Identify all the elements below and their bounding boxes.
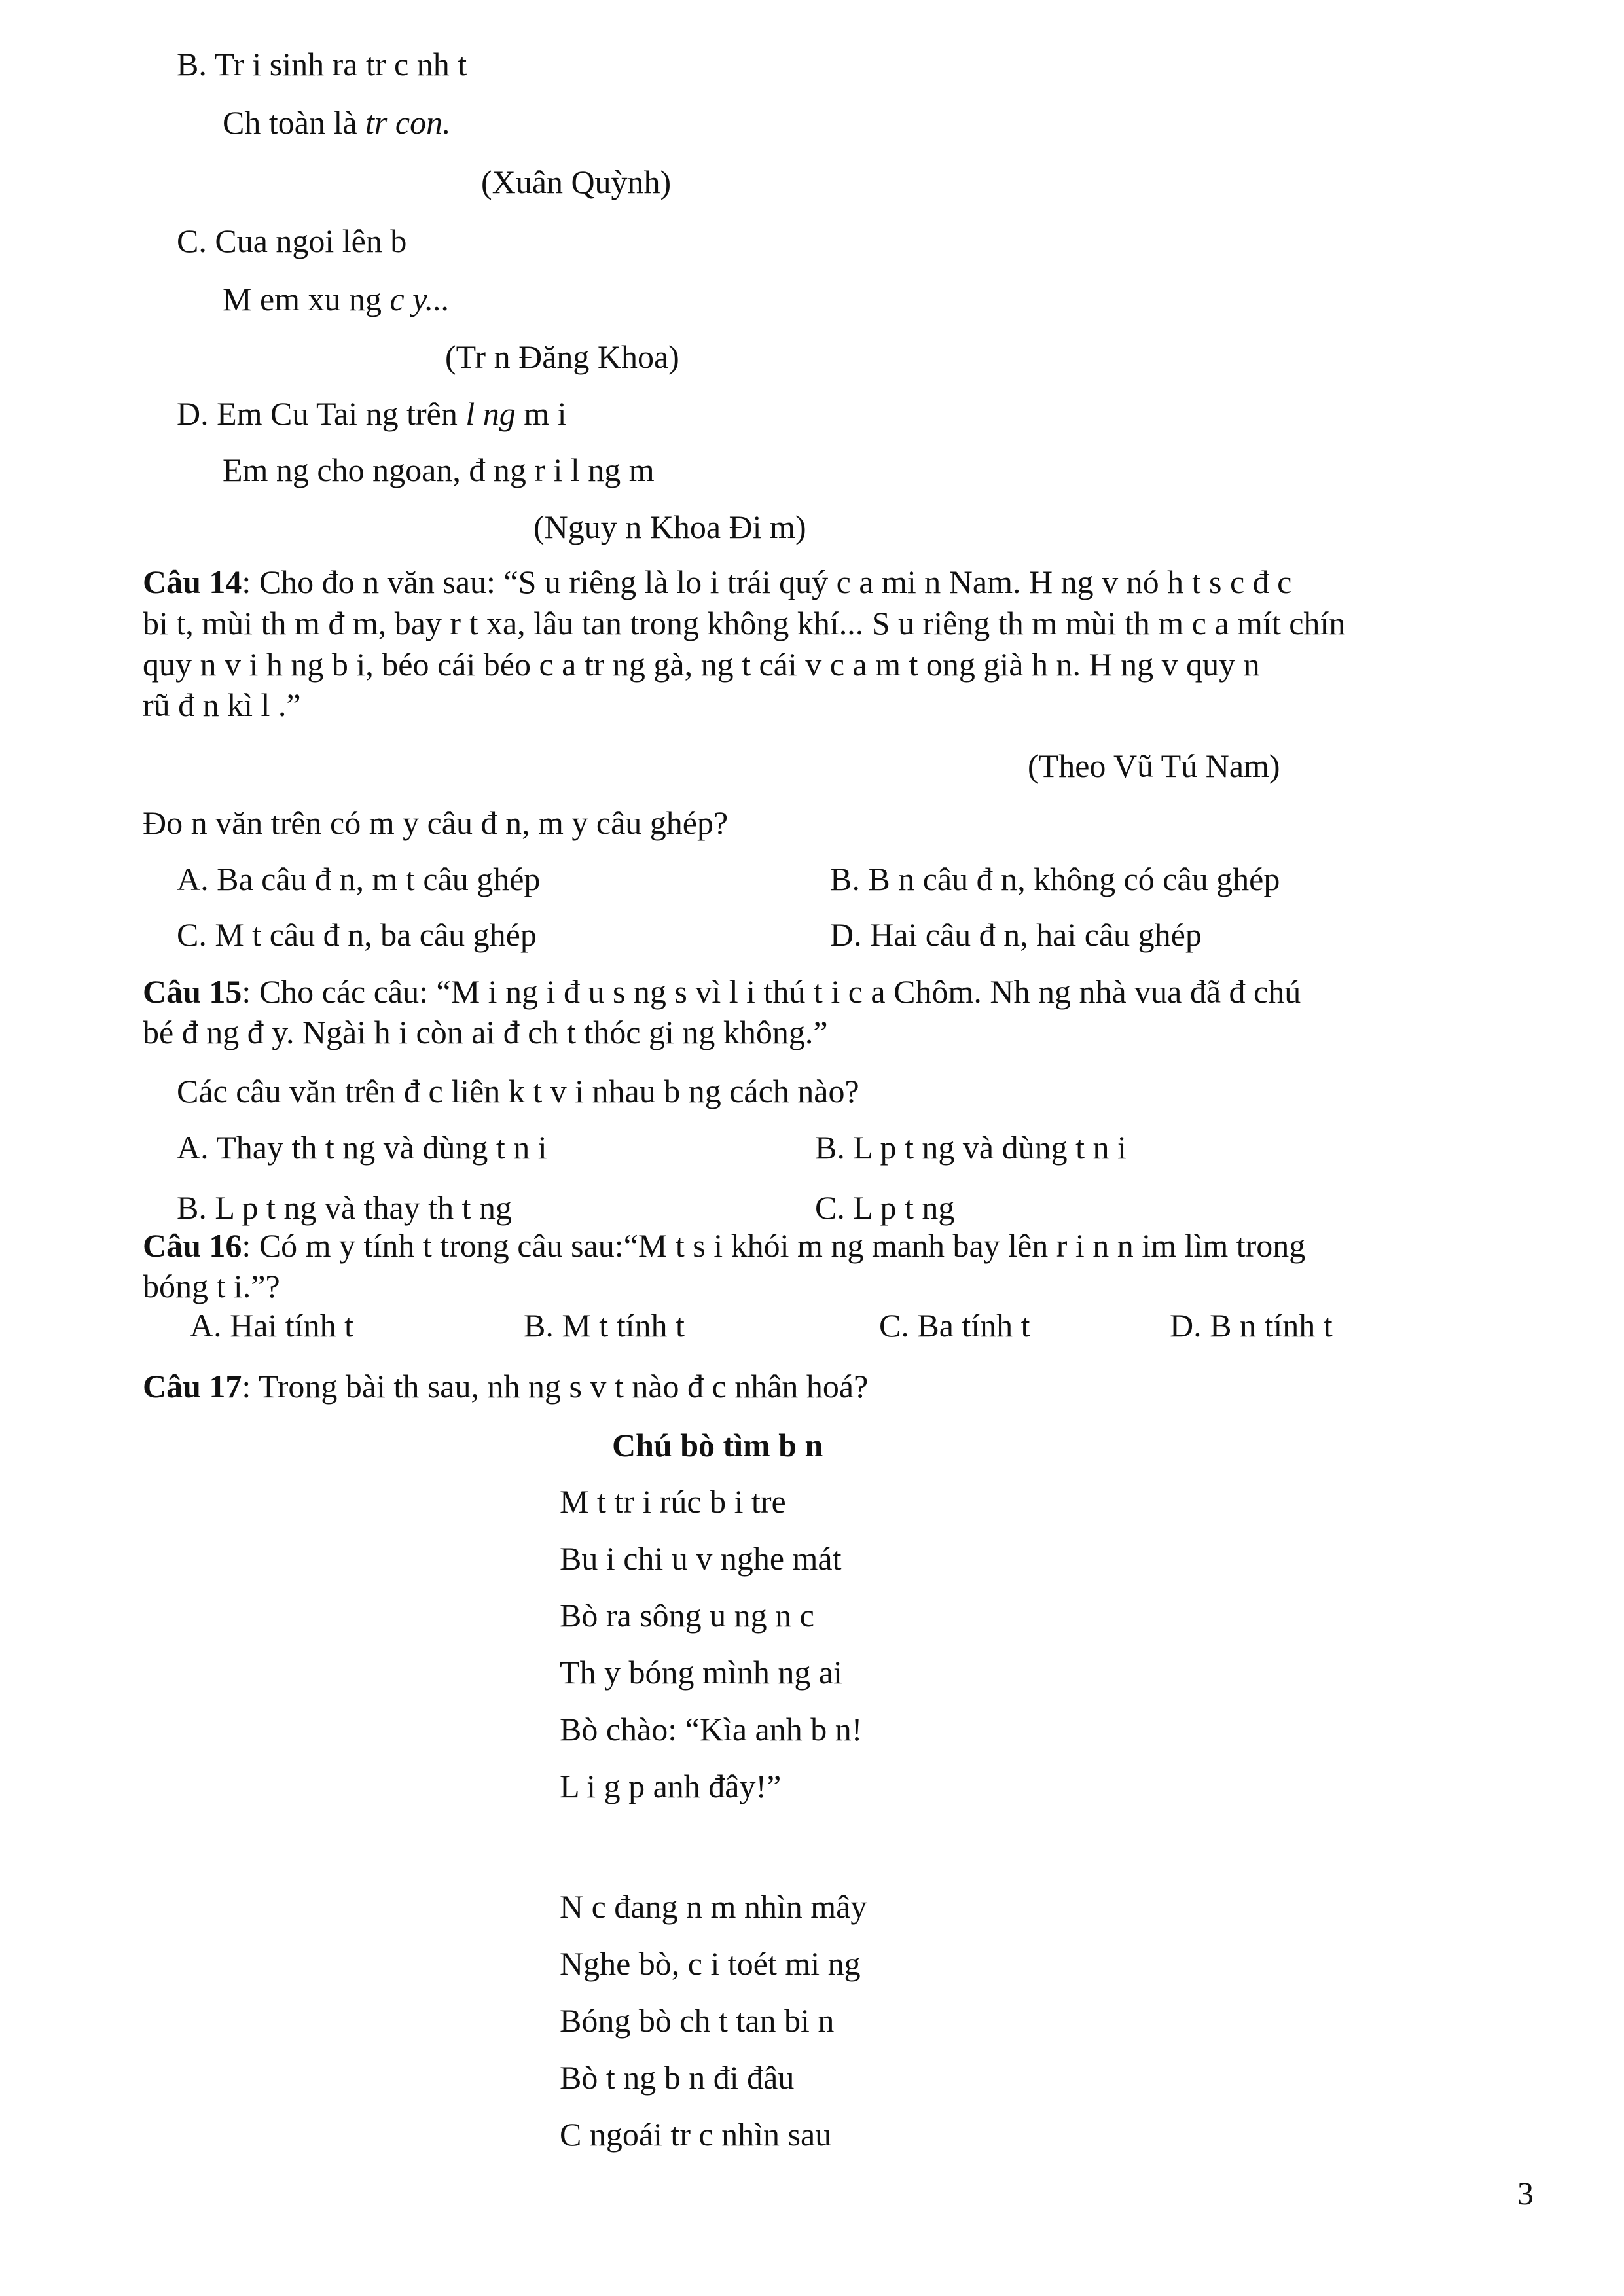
option-d-author: (Nguy n Khoa Đi m)	[533, 509, 806, 545]
q15-option-b2: B. L p t ng và thay th t ng	[177, 1189, 512, 1226]
q15-label: Câu 15	[143, 973, 242, 1010]
q14-text-line-1: Câu 14: Cho đo n văn sau: “S u riêng là lo i trái quý c a mi n Nam. H ng v nó h t s c đ c	[143, 564, 1292, 600]
poem-line: L i g p anh đây!”	[560, 1768, 782, 1804]
q15-text-line-1: Câu 15: Cho các câu: “M i ng i đ u s ng s vì l i thú t i c a Chôm. Nh ng nhà vua đã đ chú	[143, 973, 1301, 1010]
q15-text-line-2: bé đ ng đ y. Ngài h i còn ai đ ch t thóc gi ng không.”	[143, 1014, 828, 1050]
q14-label: Câu 14	[143, 564, 242, 600]
q15-option-c: C. L p t ng	[815, 1189, 955, 1226]
poem-line: Bò t ng b n đi đâu	[560, 2059, 795, 2096]
q14-text-line-4: rũ đ n kì l .”	[143, 687, 301, 723]
q16-label: Câu 16	[143, 1227, 242, 1264]
poem-line: M t tr i rúc b i tre	[560, 1483, 786, 1520]
poem-line: Th y bóng mình ng ai	[560, 1654, 842, 1691]
poem-line: Bu i chi u v nghe mát	[560, 1540, 842, 1577]
q14-option-c: C. M t câu đ n, ba câu ghép	[177, 916, 537, 953]
q14-option-b: B. B n câu đ n, không có câu ghép	[830, 861, 1280, 897]
q16-text-line-2: bóng t i.”?	[143, 1268, 280, 1304]
q17-label: Câu 17	[143, 1368, 242, 1405]
q17-text: Câu 17: Trong bài th sau, nh ng s v t nào đ c nhân hoá?	[143, 1368, 869, 1405]
option-b-line-1: B. Tr i sinh ra tr c nh t	[177, 46, 467, 82]
q16-option-c: C. Ba tính t	[879, 1307, 1030, 1344]
q14-text-line-3: quy n v i h ng b i, béo cái béo c a tr ng gà, ng t cái v c a m t ong già h n. H ng v quy n	[143, 646, 1260, 683]
poem-line: Bò ra sông u ng n c	[560, 1597, 814, 1634]
q14-source: (Theo Vũ Tú Nam)	[1028, 747, 1280, 784]
q14-question: Đo n văn trên có m y câu đ n, m y câu ghép?	[143, 804, 729, 841]
option-d-line-2: Em ng cho ngoan, đ ng r i l ng m	[223, 452, 655, 488]
q15-question: Các câu văn trên đ c liên k t v i nhau b ng cách nào?	[177, 1073, 859, 1109]
q15-option-b1: B. L p t ng và dùng t n i	[815, 1129, 1127, 1166]
poem-line: C ngoái tr c nhìn sau	[560, 2116, 832, 2153]
page-number: 3	[1517, 2175, 1534, 2212]
option-b-author: (Xuân Quỳnh)	[481, 164, 672, 200]
q14-option-a: A. Ba câu đ n, m t câu ghép	[177, 861, 541, 897]
q14-option-d: D. Hai câu đ n, hai câu ghép	[830, 916, 1202, 953]
option-d-line-1: D. Em Cu Tai ng trên l ng m i	[177, 395, 567, 432]
option-c-line-1: C. Cua ngoi lên b	[177, 223, 407, 259]
option-b-line-2: Ch toàn là tr con.	[223, 104, 451, 141]
q16-text-line-1: Câu 16: Có m y tính t trong câu sau:“M t s i khói m ng manh bay lên r i n n im lìm trong	[143, 1227, 1306, 1264]
option-c-author: (Tr n Đăng Khoa)	[445, 338, 679, 375]
poem-line: N c đang n m nhìn mây	[560, 1888, 867, 1925]
poem-line: Nghe bò, c i toét mi ng	[560, 1945, 861, 1982]
q16-option-a: A. Hai tính t	[190, 1307, 353, 1344]
poem-line: Bóng bò ch t tan bi n	[560, 2002, 835, 2039]
q16-option-d: D. B n tính t	[1170, 1307, 1333, 1344]
q15-option-a: A. Thay th t ng và dùng t n i	[177, 1129, 547, 1166]
option-c-line-2: M em xu ng c y...	[223, 281, 450, 317]
q14-text-line-2: bi t, mùi th m đ m, bay r t xa, lâu tan trong không khí... S u riêng th m mùi th m c a mít chín	[143, 605, 1346, 641]
poem-line: Bò chào: “Kìa anh b n!	[560, 1711, 863, 1748]
q16-option-b: B. M t tính t	[524, 1307, 685, 1344]
poem-title: Chú bò tìm b n	[612, 1427, 823, 1463]
